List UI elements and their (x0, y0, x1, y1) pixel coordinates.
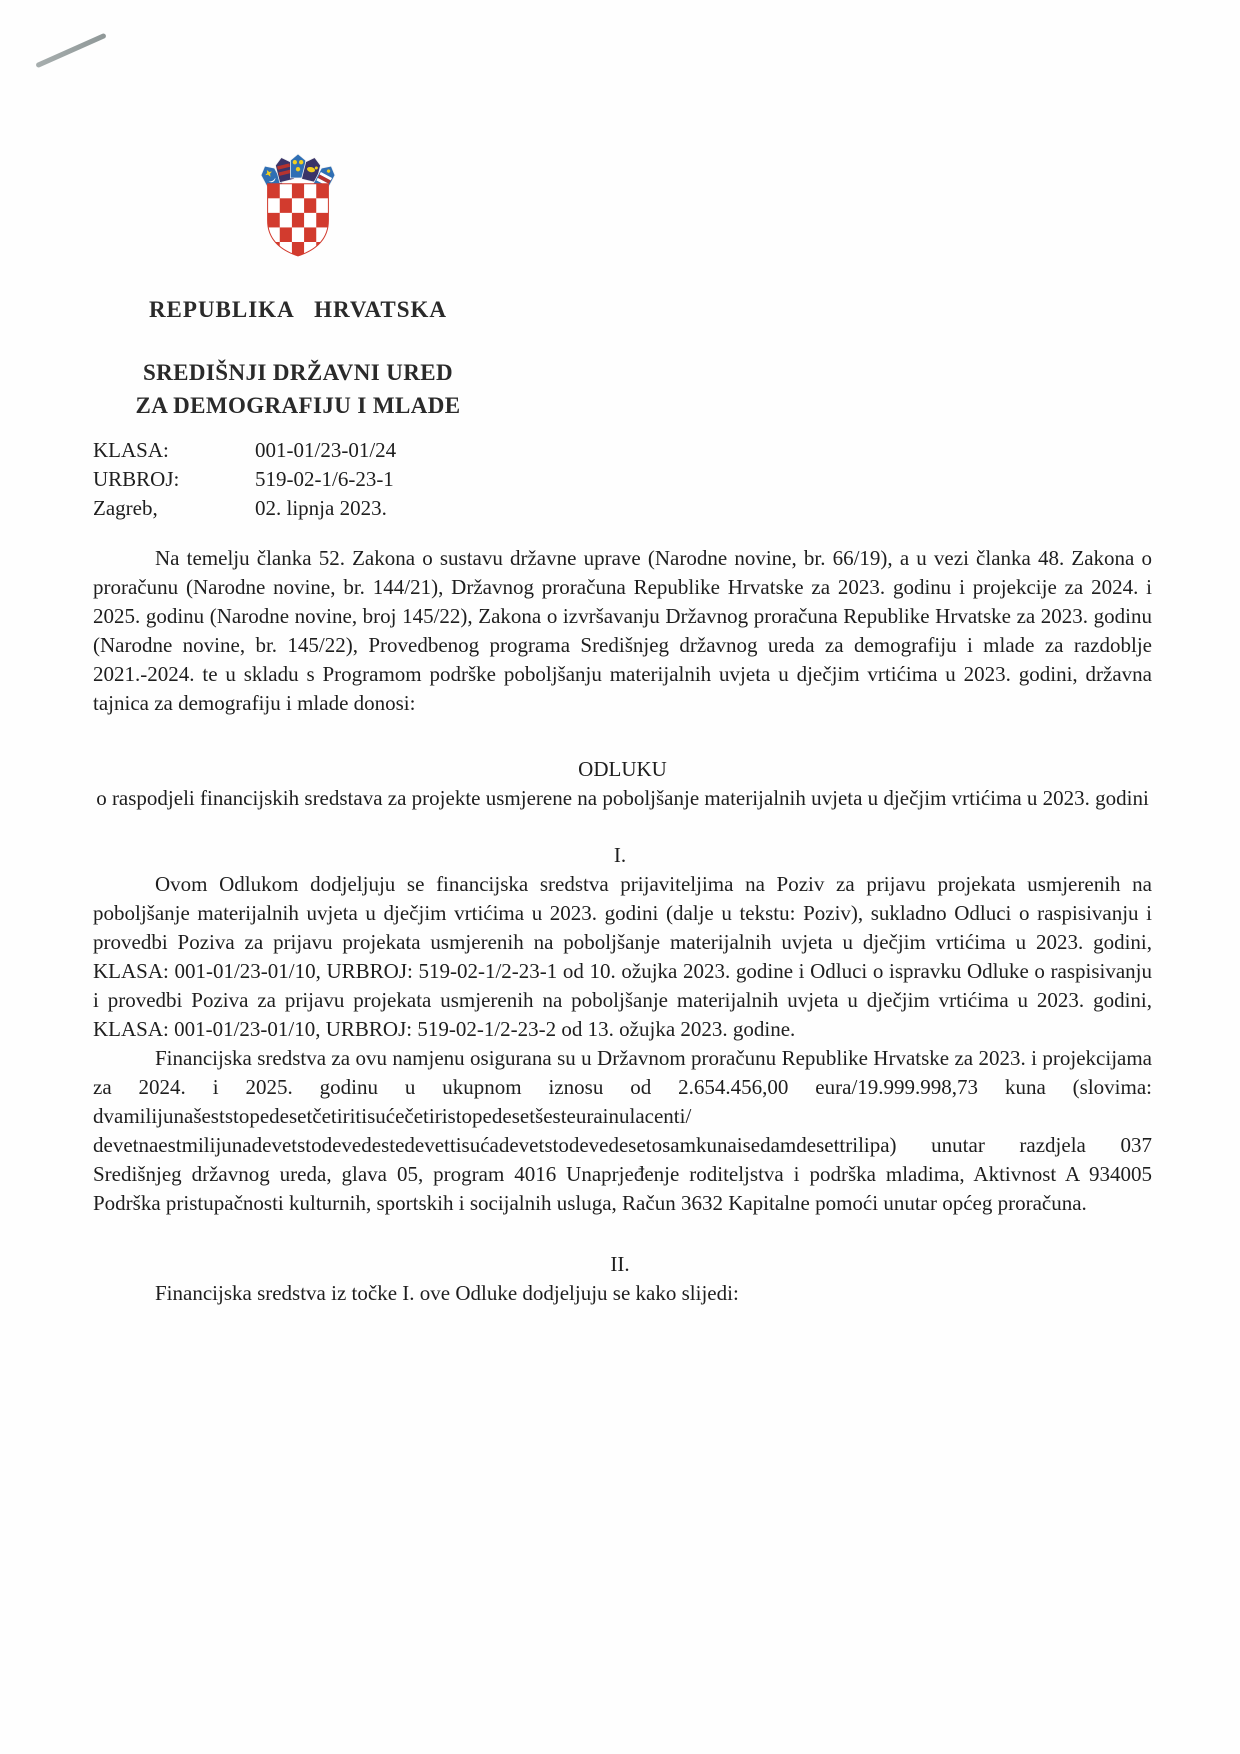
country-name: REPUBLIKA HRVATSKA (148, 297, 448, 322)
urbroj-label: URBROJ: (93, 467, 180, 491)
document-meta (93, 436, 1240, 523)
decision-title-block (93, 755, 1152, 813)
office-name (68, 356, 528, 422)
office-name-line2: ZA DEMOGRAFIJU I MLADE (135, 393, 461, 418)
decision-subtitle: o raspodjeli financijskih sredstava za projekte usmjerene na poboljšanje materijalnih uvjeta u dječjim vrtićima u 2023. godini (96, 786, 1149, 810)
section-1-paragraph-2: Financijska sredstva za ovu namjenu osigurana su u Državnom proračunu Republike Hrvatske za 2023. i projekcijama za 2024. i 2025. godinu u ukupnom iznosu od 2.654.456,00 eura/19.999.998,73 kuna (slovima: dvamilijunašeststopedesetčetiritisućečetiristopedesetšesteurainulacenti/ devetnaestmilijunadevetstodevedestedevettisućadevetstodevedesetosamkunaisedamdesettrilipa) unutar razdjela 037 Središnjeg državnog ureda, glava 05, program 4016 Unaprjeđenje roditeljstva i podrška mladima, Aktivnost A 934005 Podrška pristupačnosti kulturnih, sportskih i socijalnih usluga, Račun 3632 Kapitalne pomoći unutar općeg proračuna. (93, 1046, 1152, 1215)
croatia-coat-of-arms-icon (260, 143, 336, 265)
document-header (68, 143, 528, 422)
urbroj-row (93, 465, 1240, 494)
urbroj-value: 519-02-1/6-23-1 (255, 467, 394, 491)
place-label: Zagreb, (93, 496, 158, 520)
section-1-paragraph-1: Ovom Odlukom dodjeljuju se financijska sredstva prijaviteljima na Poziv za prijavu projekata usmjerenih na poboljšanje materijalnih uvjeta u dječjim vrtićima u 2023. godini (dalje u tekstu: Poziv), sukladno Odluci o raspisivanju i provedbi Poziva za prijavu projekata usmjerenih na poboljšanje materijalnih uvjeta u dječjim vrtićima u 2023. godini, KLASA: 001-01/23-01/10, URBROJ: 519-02-1/2-23-1 od 10. ožujka 2023. godine i Odluci o ispravku Odluke o raspisivanju i provedbi Poziva za prijavu projekata usmjerenih na poboljšanje materijalnih uvjeta u dječjim vrtićima u 2023. godini, KLASA: 001-01/23-01/10, URBROJ: 519-02-1/2-23-2 od 13. ožujka 2023. godine. (93, 872, 1152, 1041)
klasa-value: 001-01/23-01/24 (255, 438, 397, 462)
decision-title: ODLUKU (578, 757, 667, 781)
section-2-number: II. (610, 1252, 630, 1276)
place-date-row (93, 494, 1240, 523)
date-value: 02. lipnja 2023. (255, 496, 387, 520)
preamble-paragraph: Na temelju članka 52. Zakona o sustavu državne uprave (Narodne novine, br. 66/19), a u vezi članka 48. Zakona o proračunu (Narodne novine, br. 144/21), Državnog proračuna Republike Hrvatske za 2023. godinu i projekcije za 2024. i 2025. godinu (Narodne novine, broj 145/22), Zakona o izvršavanju Državnog proračuna Republike Hrvatske za 2023. godinu (Narodne novine, br. 145/22), Provedbenog programa Središnjeg državnog ureda za demografiju i mlade za razdoblje 2021.-2024. te u skladu s Programom podrške poboljšanju materijalnih uvjeta u dječjim vrtićima u 2023. godini, državna tajnica za demografiju i mlade donosi: (93, 546, 1152, 715)
office-name-line1: SREDIŠNJI DRŽAVNI URED (142, 360, 453, 385)
section-2-paragraph-1: Financijska sredstva iz točke I. ove Odluke dodjeljuju se kako slijedi: (155, 1281, 739, 1305)
klasa-row (93, 436, 1240, 465)
section-1-number: I. (613, 843, 627, 867)
klasa-label: KLASA: (93, 438, 169, 462)
scan-artifact-line (35, 33, 106, 68)
